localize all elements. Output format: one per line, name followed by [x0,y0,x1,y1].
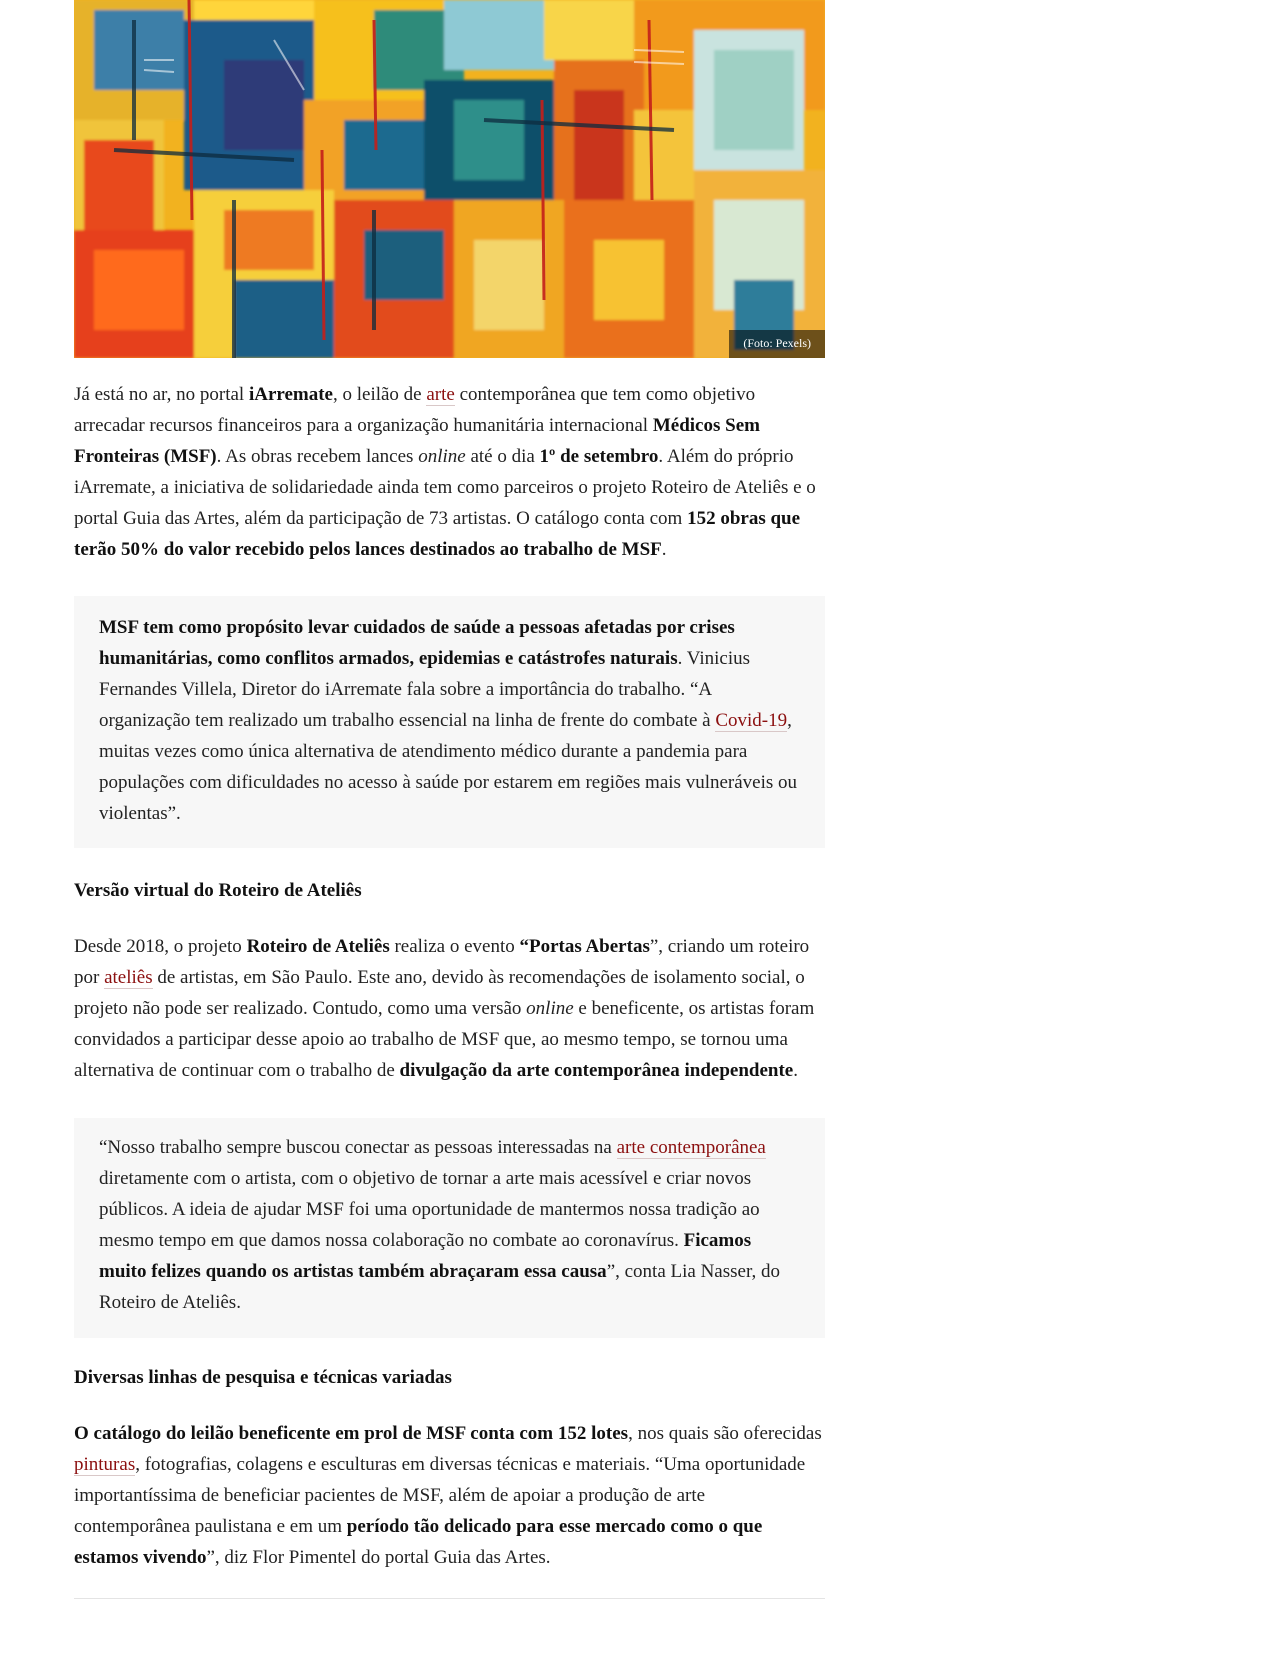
quote-box-lia-nasser [74,1118,825,1338]
section-heading-linhas: Diversas linhas de pesquisa e técnicas variadas [74,1367,452,1388]
quote-box-msf [74,596,825,848]
quote-lia-text: “Nosso trabalho sempre buscou conectar as pessoas interessadas na arte contemporânea diretamente com o artista, com o objetivo de tornar a arte mais acessível e criar novos públicos. A ideia de ajudar MSF foi uma oportunidade de mantermos nossa tradição ao mesmo tempo em que damos nossa colaboração no combate ao coronavírus. Ficamos muito felizes quando os artistas também abraçaram essa causa”, conta Lia Nasser, do Roteiro de Ateliês. [99,1137,781,1313]
link-arte-contemporanea[interactable]: arte contemporânea [616,1137,766,1158]
link-ateliers[interactable]: ateliês [104,967,153,988]
link-pinturas[interactable]: pinturas [74,1454,136,1475]
abstract-painting-image [74,0,825,358]
link-arte[interactable]: arte [426,384,455,405]
section-heading-roteiro: Versão virtual do Roteiro de Ateliês [74,880,362,901]
roteiro-paragraph: Desde 2018, o projeto Roteiro de Ateliês realiza o evento “Portas Abertas”, criando um roteiro por ateliês de artistas, em São Paulo. Este ano, devido às recomendações de isolamento social, o projeto não pode ser realizado. Contudo, como uma versão online e beneficente, os artistas foram convidados a participar desse apoio ao trabalho de MSF que, ao mesmo tempo, se tornou uma alternativa de continuar com o trabalho de divulgação da arte contemporânea independente. [74,936,815,1081]
article-body [74,0,825,1599]
catalog-paragraph: O catálogo do leilão beneficente em prol de MSF conta com 152 lotes, nos quais são oferecidas pinturas, fotografias, colagens e esculturas em diversas técnicas e materiais. “Uma oportunidade importantíssima de beneficiar pacientes de MSF, além de apoiar a produção de arte contemporânea paulistana e em um período tão delicado para esse mercado como o que estamos vivendo”, diz Flor Pimentel do portal Guia das Artes. [74,1423,822,1568]
photo-credit: (Foto: Pexels) [729,330,825,358]
divider [74,1598,825,1599]
link-covid-19[interactable]: Covid-19 [715,710,788,731]
hero-image [74,0,825,358]
quote-msf-text: MSF tem como propósito levar cuidados de saúde a pessoas afetadas por crises humanitárias, como conflitos armados, epidemias e catástrofes naturais. Vinicius Fernandes Villela, Diretor do iArremate fala sobre a importância do trabalho. “A organização tem realizado um trabalho essencial na linha de frente do combate à Covid-19, muitas vezes como única alternativa de atendimento médico durante a pandemia para populações com dificuldades no acesso à saúde por estarem em regiões mais vulneráveis ou violentas”. [99,617,798,824]
intro-paragraph: Já está no ar, no portal iArremate, o leilão de arte contemporânea que tem como objetivo arrecadar recursos financeiros para a organização humanitária internacional Médicos Sem Fronteiras (MSF). As obras recebem lances online até o dia 1º de setembro. Além do próprio iArremate, a iniciativa de solidariedade ainda tem como parceiros o projeto Roteiro de Ateliês e o portal Guia das Artes, além da participação de 73 artistas. O catálogo conta com 152 obras que terão 50% do valor recebido pelos lances destinados ao trabalho de MSF. [74,384,816,560]
